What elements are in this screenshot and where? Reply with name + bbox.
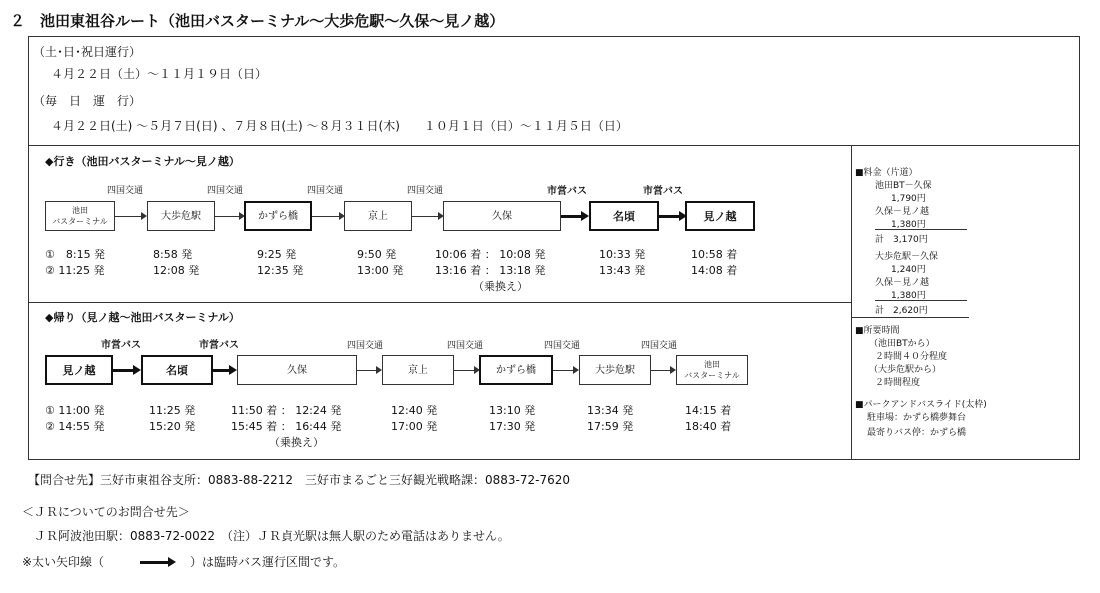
stop-kubo: 久保 bbox=[443, 201, 561, 231]
time-cell: 13:10 発 bbox=[489, 404, 536, 417]
stop-kazurabashi: かずら橋 bbox=[479, 355, 553, 385]
time-cell: 17:30 発 bbox=[489, 420, 536, 433]
operator-label: 四国交通 bbox=[447, 341, 484, 351]
divider bbox=[851, 317, 969, 318]
stop-nagoro: 名頃 bbox=[589, 201, 659, 231]
fare-value: 1,380円 bbox=[891, 291, 926, 301]
time-cell: 17:00 発 bbox=[391, 420, 438, 433]
arrow-right-icon bbox=[168, 557, 176, 567]
time-cell: 12:08 発 bbox=[153, 264, 200, 277]
time-cell: 12:35 発 bbox=[257, 264, 304, 277]
time-cell: 15:45 着 ： 16:44 発 bbox=[231, 420, 342, 433]
time-cell: ① 8:15 発 bbox=[45, 248, 106, 261]
time-cell: 12:40 発 bbox=[391, 404, 438, 417]
operator-label: 市営バス bbox=[547, 186, 587, 197]
operator-label: 四国交通 bbox=[407, 186, 444, 196]
operator-label: 市営バス bbox=[643, 186, 683, 197]
divider bbox=[875, 229, 967, 230]
duration-line: （池田BTから） bbox=[869, 339, 935, 349]
route-line-thick bbox=[113, 369, 135, 372]
route-line-thick bbox=[561, 215, 583, 218]
time-cell: ② 11:25 発 bbox=[45, 264, 105, 277]
stop-nagoro: 名頃 bbox=[141, 355, 213, 385]
time-cell: 18:40 着 bbox=[685, 420, 732, 433]
stop-ikeda-bt: 池田 バスターミナル bbox=[676, 355, 748, 385]
operation-weekend-dates: ４月２２日（土）～１１月１９日（日） bbox=[51, 67, 268, 81]
time-cell: 9:25 発 bbox=[257, 248, 297, 261]
note-suffix: ）は臨時バス運行区間です。 bbox=[190, 555, 346, 569]
time-cell: 10:06 着 ： 10:08 発 bbox=[435, 248, 546, 261]
parkride-line: 最寄りバス停：かずら橋 bbox=[867, 428, 967, 438]
operator-label: 四国交通 bbox=[544, 341, 581, 351]
divider bbox=[29, 302, 851, 303]
operation-daily-label: （毎 日 運 行） bbox=[33, 94, 142, 108]
fare-heading: ■料金（片道） bbox=[855, 168, 918, 178]
route-line bbox=[412, 216, 441, 217]
fare-value: 1,380円 bbox=[891, 220, 926, 230]
note-prefix: ※太い矢印線（ bbox=[22, 555, 105, 569]
stop-kubo: 久保 bbox=[237, 355, 357, 385]
fare-value: 1,240円 bbox=[891, 265, 926, 275]
jr-contact-line: ＪＲ阿波池田駅：0883-72-0022 （注）ＪＲ貞光駅は無人駅のため電話はありません。 bbox=[34, 529, 510, 543]
parkride-line: 駐車場：かずら橋夢舞台 bbox=[867, 413, 967, 423]
stop-oboke: 大歩危駅 bbox=[147, 201, 215, 231]
arrow-right-icon bbox=[229, 365, 237, 375]
fare-total: 計 3,170円 bbox=[875, 235, 928, 245]
fare-route: 久保－見ノ越 bbox=[875, 278, 930, 288]
time-cell: 13:34 発 bbox=[587, 404, 634, 417]
time-cell: 14:15 着 bbox=[685, 404, 732, 417]
divider bbox=[875, 300, 967, 301]
time-cell: 13:00 発 bbox=[357, 264, 404, 277]
time-cell: 10:58 着 bbox=[691, 248, 738, 261]
time-cell: 15:20 発 bbox=[149, 420, 196, 433]
duration-line: ２時間程度 bbox=[875, 378, 921, 388]
stop-minokoshi: 見ノ越 bbox=[45, 355, 113, 385]
contact-info: 【問合せ先】三好市東祖谷支所：0883-88-2212 三好市まるごと三好観光戦略課：0883-72-7620 bbox=[28, 473, 571, 487]
operator-label: 四国交通 bbox=[307, 186, 344, 196]
operator-label: 市営バス bbox=[199, 340, 239, 351]
fare-value: 1,790円 bbox=[891, 194, 926, 204]
duration-line: （大歩危駅から） bbox=[869, 365, 942, 375]
arrow-right-icon bbox=[581, 211, 589, 221]
time-cell: 13:43 発 bbox=[599, 264, 646, 277]
fare-route: 大歩危駅－久保 bbox=[875, 252, 939, 262]
return-heading: ◆帰り（見ノ越～池田バスターミナル） bbox=[45, 311, 240, 324]
time-cell: 11:50 着 ： 12:24 発 bbox=[231, 404, 342, 417]
arrow-right-icon bbox=[133, 365, 141, 375]
route-line bbox=[215, 216, 242, 217]
stop-minokoshi: 見ノ越 bbox=[685, 201, 755, 231]
fare-total: 計 2,620円 bbox=[875, 306, 928, 316]
thick-arrow-sample bbox=[140, 561, 170, 564]
stop-ikeda-bt: 池田 バスターミナル bbox=[45, 201, 115, 231]
parkride-heading: ■パークアンドバスライド(太枠) bbox=[855, 400, 987, 410]
stop-kyojo: 京上 bbox=[344, 201, 412, 231]
time-cell: 13:16 着 ： 13:18 発 bbox=[435, 264, 546, 277]
route-line bbox=[312, 216, 342, 217]
stop-kyojo: 京上 bbox=[382, 355, 454, 385]
operator-label: 四国交通 bbox=[207, 186, 244, 196]
divider bbox=[29, 145, 1079, 146]
time-cell: ① 11:00 発 bbox=[45, 404, 105, 417]
time-cell: ② 14:55 発 bbox=[45, 420, 105, 433]
time-cell: 11:25 発 bbox=[149, 404, 196, 417]
duration-heading: ■所要時間 bbox=[855, 326, 900, 336]
operation-weekend-label: （土･日･祝日運行） bbox=[33, 45, 142, 59]
route-line bbox=[115, 216, 144, 217]
operator-label: 市営バス bbox=[101, 340, 141, 351]
route-line-thick bbox=[659, 215, 681, 218]
time-cell: 9:50 発 bbox=[357, 248, 397, 261]
duration-line: ２時間４０分程度 bbox=[875, 352, 948, 362]
operation-daily-dates: ４月２２日(土) ～５月７日(日) 、７月８日(土) ～８月３１日(木) １０月１日（日）～１１月５日（日） bbox=[51, 119, 628, 133]
divider bbox=[851, 145, 852, 459]
transfer-note: （乗換え） bbox=[473, 280, 528, 293]
time-cell: 17:59 発 bbox=[587, 420, 634, 433]
time-cell: 10:33 発 bbox=[599, 248, 646, 261]
transfer-note: （乗換え） bbox=[269, 436, 324, 449]
operator-label: 四国交通 bbox=[107, 186, 144, 196]
page-title: ２ 池田東祖谷ルート（池田バスターミナル～大歩危駅～久保～見ノ越） bbox=[10, 12, 505, 30]
jr-contact-heading: ＜ＪＲについてのお問合せ先＞ bbox=[22, 505, 190, 519]
route-table bbox=[28, 36, 1080, 460]
operator-label: 四国交通 bbox=[347, 341, 384, 351]
outbound-heading: ◆行き（池田バスターミナル～見ノ越） bbox=[45, 155, 240, 168]
stop-oboke: 大歩危駅 bbox=[579, 355, 651, 385]
operator-label: 四国交通 bbox=[641, 341, 678, 351]
time-cell: 14:08 着 bbox=[691, 264, 738, 277]
fare-route: 池田BT－久保 bbox=[875, 181, 932, 191]
stop-kazurabashi: かずら橋 bbox=[244, 201, 312, 231]
time-cell: 8:58 発 bbox=[153, 248, 193, 261]
fare-route: 久保－見ノ越 bbox=[875, 207, 930, 217]
